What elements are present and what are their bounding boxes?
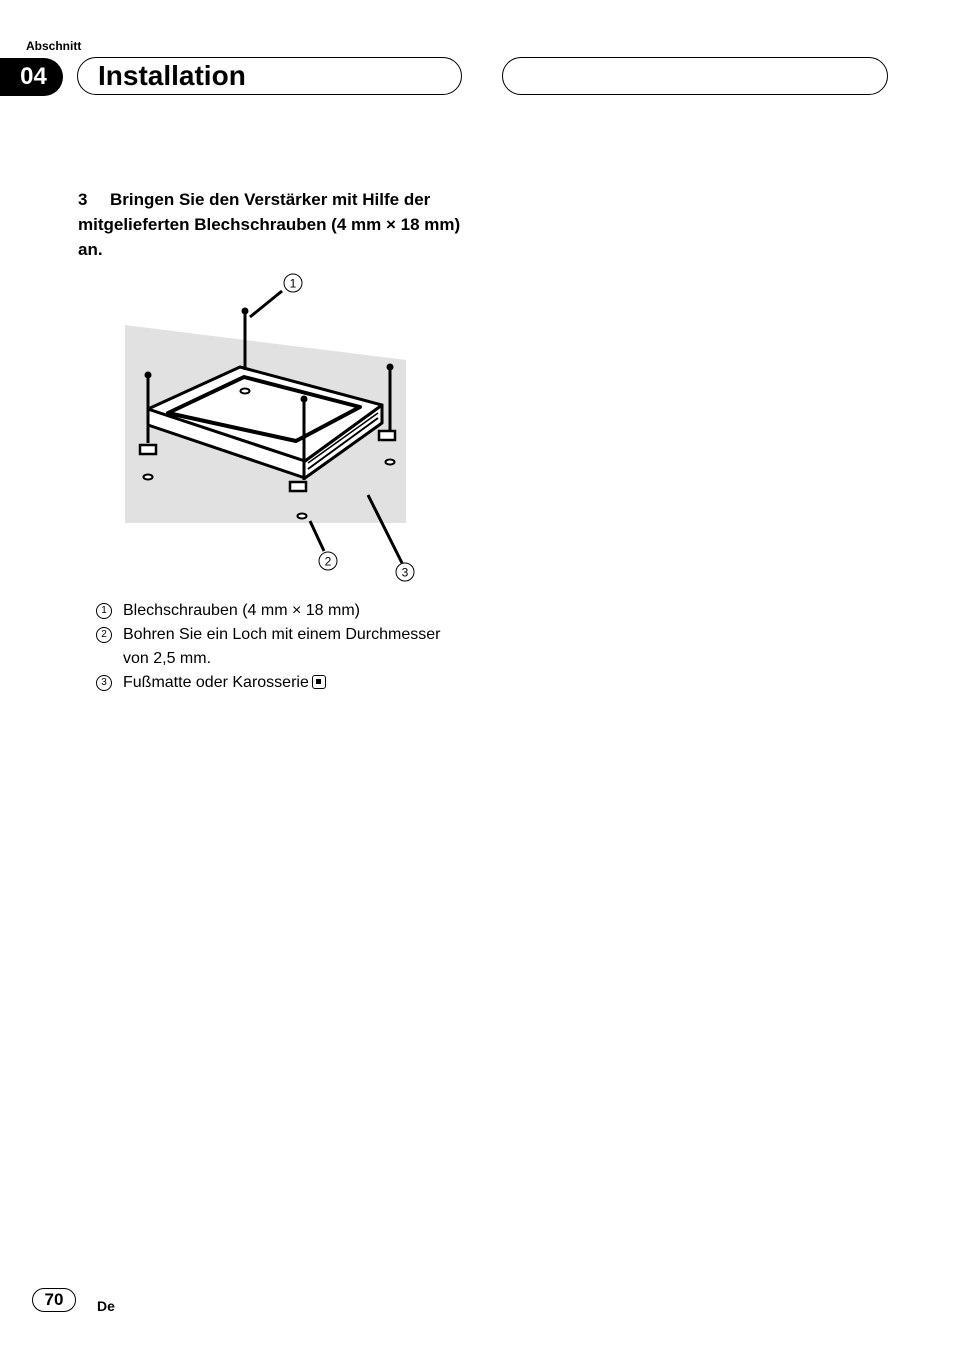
mount-foot: [140, 445, 156, 454]
mount-foot: [290, 482, 306, 491]
svg-text:3: 3: [401, 565, 409, 580]
svg-text:1: 1: [289, 276, 297, 291]
page-number: 70: [32, 1288, 76, 1312]
step-text: Bringen Sie den Verstärker mit Hilfe der mitgelieferten Blechschrauben (4 mm × 18 mm) an.: [78, 190, 461, 259]
callout-3: [396, 563, 414, 581]
legend-item: [96, 671, 466, 695]
legend-number: 2: [96, 627, 112, 643]
right-header-pill: [502, 57, 888, 95]
figure-legend: [96, 599, 466, 695]
legend-text: Bohren Sie ein Loch mit einem Durchmesser von 2,5 mm.: [123, 626, 441, 667]
step-instruction: [78, 187, 478, 262]
page-title: Installation: [77, 57, 462, 95]
language-code: De: [97, 1298, 115, 1314]
mount-foot: [379, 431, 395, 440]
end-of-section-icon: [312, 675, 326, 689]
section-label: Abschnitt: [26, 39, 82, 53]
callout-2: [319, 552, 337, 570]
legend-text: Blechschrauben (4 mm × 18 mm): [123, 602, 360, 619]
leader-line-1: [250, 291, 282, 317]
leader-line-2: [310, 521, 324, 551]
amplifier-mounting-illustration: [110, 265, 430, 595]
step-number: 3: [78, 190, 88, 209]
legend-text: Fußmatte oder Karosserie: [123, 674, 309, 691]
legend-item: [96, 623, 466, 671]
legend-number: 3: [96, 675, 112, 691]
section-number-tab: 04: [0, 58, 63, 96]
legend-number: 1: [96, 603, 112, 619]
legend-item: [96, 599, 466, 623]
callout-1: [284, 274, 302, 292]
svg-text:2: 2: [324, 554, 332, 569]
